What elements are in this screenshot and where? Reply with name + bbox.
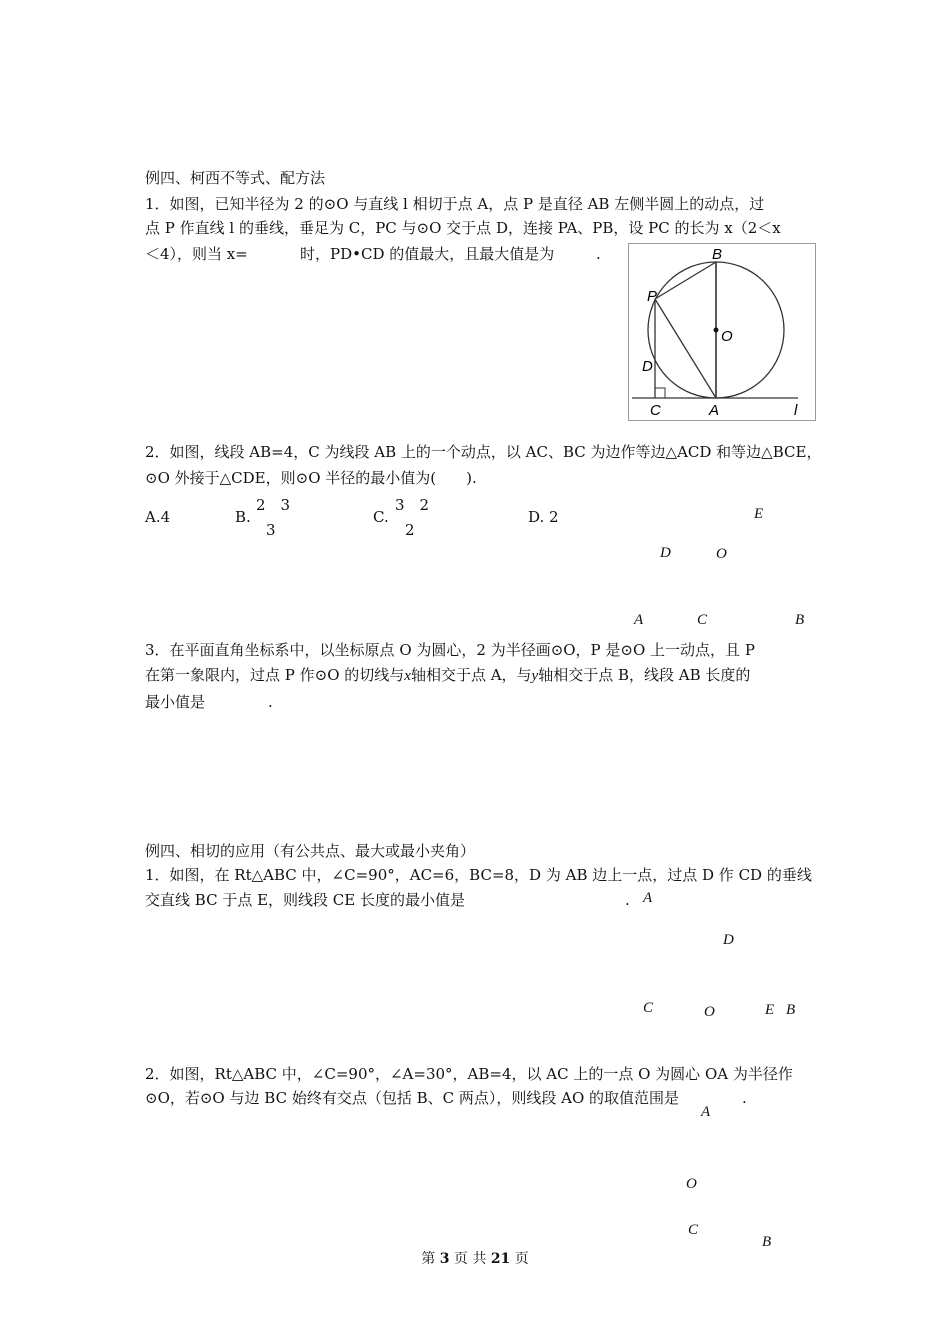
s2q1-fig-label-b: B bbox=[786, 1002, 796, 1018]
q3-line2 bbox=[145, 665, 750, 686]
q1-line2: 点 P 作直线 l 的垂线，垂足为 C，PC 与⊙O 交于点 D，连接 PA、PB，设 PC 的长为 x（2＜x bbox=[145, 219, 781, 237]
circle-tangent-figure bbox=[628, 243, 816, 421]
option-c-bottom: 2 bbox=[405, 521, 415, 539]
s2-q2-line2: ⊙O，若⊙O 与边 BC 始终有交点（包括 B、C 两点），则线段 AO 的取值范围是 bbox=[145, 1089, 680, 1107]
option-a: A.4 bbox=[145, 508, 171, 526]
total-pages: 21 bbox=[490, 1251, 511, 1267]
q3-line1: 3．在平面直角坐标系中，以坐标原点 O 为圆心，2 为半径画⊙O，P 是⊙O 上一动点，且 P bbox=[145, 641, 755, 659]
s2-q2-line1: 2．如图，Rt△ABC 中，∠C=90°，∠A=30°，AB=4，以 AC 上的一点 O 为圆心 OA 为半径作 bbox=[145, 1065, 793, 1083]
var-x: x bbox=[404, 668, 411, 684]
page-footer bbox=[0, 1248, 950, 1268]
s2-q2-line2-end: . bbox=[742, 1089, 747, 1107]
s2-q1-line2-end: . bbox=[625, 891, 630, 909]
q3-line2-a: 在第一象限内，过点 P 作⊙O 的切线与 bbox=[145, 666, 405, 684]
q2-fig-label-e: E bbox=[754, 506, 764, 522]
q3-line2-c: 轴相交于点 B，线段 AB 长度的 bbox=[538, 666, 751, 684]
q3-line2-b: 轴相交于点 A，与 bbox=[410, 666, 532, 684]
label-a: A bbox=[709, 402, 720, 419]
q2-line2: ⊙O 外接于△CDE，则⊙O 半径的最小值为( ). bbox=[145, 469, 477, 487]
q1-line3b: 时，PD•CD 的值最大，且最大值是为 bbox=[300, 245, 555, 263]
q2-fig-label-c: C bbox=[697, 612, 708, 628]
s2q2-fig-label-b: B bbox=[762, 1234, 772, 1250]
segment-pb bbox=[655, 262, 716, 299]
option-c-top: 3 2 bbox=[395, 496, 430, 514]
option-d: D. 2 bbox=[528, 508, 559, 526]
q3-line3: 最小值是 bbox=[145, 693, 206, 711]
center-dot bbox=[714, 328, 719, 333]
section-heading-1: 例四、柯西不等式、配方法 bbox=[145, 169, 326, 187]
footer-middle: 页 共 bbox=[453, 1251, 487, 1267]
option-b-bottom: 3 bbox=[266, 521, 276, 539]
s2q1-fig-label-e: E bbox=[765, 1002, 775, 1018]
option-b-prefix: B. bbox=[235, 508, 251, 526]
option-b-top: 2 3 bbox=[256, 496, 291, 514]
option-c-prefix: C. bbox=[373, 508, 389, 526]
s2q2-fig-label-a: A bbox=[701, 1104, 711, 1120]
q2-line1: 2．如图，线段 AB=4，C 为线段 AB 上的一个动点，以 AC、BC 为边作等边△ACD 和等边△BCE， bbox=[145, 443, 822, 461]
label-l: l bbox=[794, 402, 798, 419]
section-heading-2: 例四、相切的应用（有公共点、最大或最小夹角） bbox=[145, 842, 476, 860]
s2q2-fig-label-o: O bbox=[686, 1176, 697, 1192]
s2q1-fig-label-a: A bbox=[643, 890, 653, 906]
q2-fig-label-o: O bbox=[716, 546, 727, 562]
current-page: 3 bbox=[439, 1251, 450, 1267]
footer-prefix: 第 bbox=[421, 1251, 436, 1267]
q1-line3a: ＜4），则当 x= bbox=[145, 245, 248, 263]
right-angle-mark bbox=[655, 388, 665, 398]
s2q1-fig-label-c: C bbox=[643, 1000, 654, 1016]
s2q1-fig-label-d: D bbox=[723, 932, 734, 948]
var-y: y bbox=[531, 668, 539, 684]
label-c: C bbox=[650, 402, 661, 419]
q2-fig-label-d: D bbox=[660, 545, 671, 561]
label-o: O bbox=[721, 328, 733, 345]
label-d: D bbox=[642, 358, 653, 375]
q1-line1: 1．如图，已知半径为 2 的⊙O 与直线 l 相切于点 A，点 P 是直径 AB 左侧半圆上的动点，过 bbox=[145, 195, 765, 213]
label-p: P bbox=[647, 288, 658, 305]
q3-line3-end: . bbox=[268, 693, 273, 711]
q2-fig-label-a: A bbox=[634, 612, 644, 628]
q2-fig-label-b: B bbox=[795, 612, 805, 628]
label-b: B bbox=[712, 246, 723, 263]
s2-q1-line2: 交直线 BC 于点 E，则线段 CE 长度的最小值是 bbox=[145, 891, 465, 909]
s2q1-fig-label-o: O bbox=[704, 1004, 715, 1020]
segment-pa bbox=[655, 299, 716, 398]
footer-suffix: 页 bbox=[514, 1251, 529, 1267]
s2-q1-line1: 1．如图，在 Rt△ABC 中，∠C=90°，AC=6，BC=8，D 为 AB 边上一点，过点 D 作 CD 的垂线 bbox=[145, 866, 812, 884]
s2q2-fig-label-c: C bbox=[688, 1222, 699, 1238]
q1-line3c: . bbox=[596, 245, 601, 263]
